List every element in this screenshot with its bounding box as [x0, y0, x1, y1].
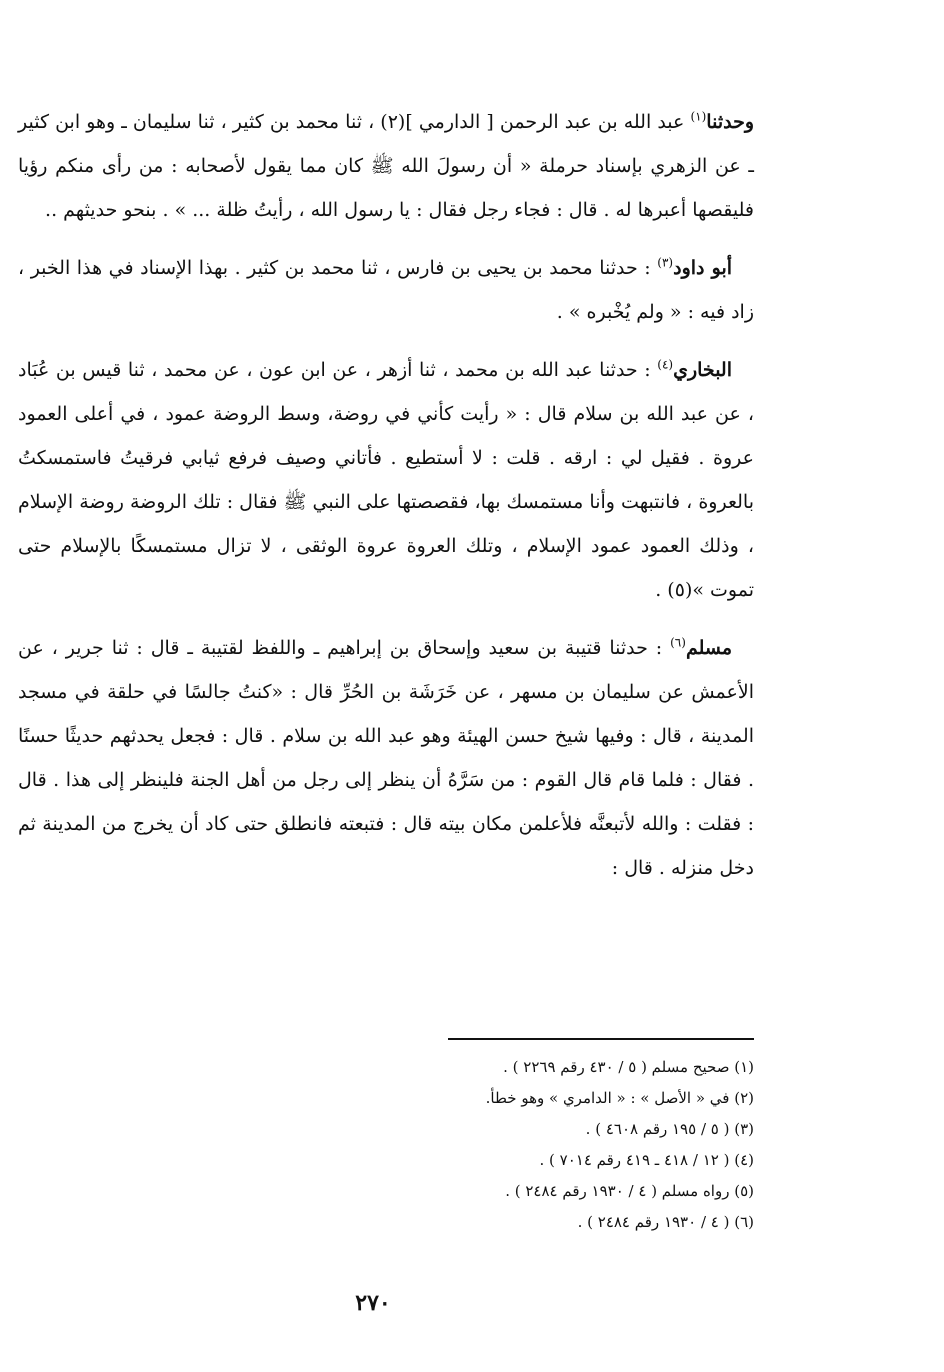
paragraph-lead: أبو داود: [673, 257, 733, 279]
footnote-3: (٣) ( ٥ / ١٩٥ رقم ٤٦٠٨ ) .: [585, 1120, 754, 1138]
footnote-4: (٤) ( ١٢ / ٤١٨ ـ ٤١٩ رقم ٧٠١٤ ) .: [539, 1151, 754, 1169]
footnote-ref: (١): [690, 109, 707, 124]
page-number: ٢٧٠: [355, 1290, 391, 1316]
paragraph-text: : حدثنا قتيبة بن سعيد وإسحاق بن إبراهيم ـ واللفظ لقتيبة ـ قال : ثنا جرير ، عن الأعمش عن سليمان بن مسهر ، عن خَرَشَة بن الحُرِّ قال : «كنتُ جالسًا في حلقة في مسجد المدينة ، قال : وفيها شيخ حسن الهيئة وهو عبد الله بن سلام . قال : فجعل يحدثهم حديثًا حسنًا . فقال : فلما قام قال القوم : من سَرَّهُ أن ينظر إلى رجل من أهل الجنة فلينظر إلى هذا . قال : فقلت : والله لأتبعنَّه فلأعلمن مكان بيته قال : فتبعته فانطلق حتى كاد أن يخرج من المدينة ثم دخل منزله . قال :: [18, 637, 754, 879]
paragraph-bukhari: [18, 348, 754, 612]
paragraph-muslim: [18, 626, 754, 890]
paragraph-text: : حدثنا عبد الله بن محمد ، ثنا أزهر ، عن ابن عون ، عن محمد ، ثنا قيس بن عُبَاد ، عن عبد الله بن سلام قال : « رأيت كأني في روضة، وسط الروضة عمود ، في أعلى العمود عروة . فقيل لي : ارقه . قلت : لا أستطيع . فأتاني وصيف فرفع ثيابي فرقيتُ فاستمسكتُ بالعروة ، فانتبهت وأنا مستمسك بها، فقصصتها على النبي ﷺ فقال : تلك الروضة روضة الإسلام ، وذلك العمود عمود الإسلام ، وتلك العروة عروة الوثقى ، لا تزال مستمسكًا بالإسلام حتى تموت »(٥) .: [18, 359, 754, 601]
footnotes: [260, 1052, 754, 1238]
paragraph-lead: وحدثنا: [706, 111, 755, 133]
paragraph-darimi: [18, 100, 754, 232]
footnote-6: (٦) ( ٤ / ١٩٣٠ رقم ٢٤٨٤ ) .: [577, 1213, 754, 1231]
paragraph-lead: البخاري: [673, 359, 732, 381]
paragraph-text: : حدثنا محمد بن يحيى بن فارس ، ثنا محمد بن كثير . بهذا الإسناد في هذا الخبر ، زاد فيه : « ولم يُخْبره » .: [18, 257, 754, 323]
paragraph-text: عبد الله بن عبد الرحمن [ الدارمي ](٢) ، ثنا محمد بن كثير ، ثنا سليمان ـ وهو ابن كثير ـ عن الزهري بإسناد حرملة « أن رسولَ الله ﷺ كان مما يقول لأصحابه : من رأى منكم رؤيا فليقصها أعبرها له . قال : فجاء رجل فقال : يا رسول الله ، رأيتُ ظلة ... » . بنحو حديثهم ..: [18, 111, 754, 221]
paragraph-abu-dawud: [18, 246, 754, 334]
footnote-ref: (٣): [657, 255, 674, 270]
footnote-divider: [448, 1038, 754, 1040]
footnote-5: (٥) رواه مسلم ( ٤ / ١٩٣٠ رقم ٢٤٨٤ ) .: [505, 1182, 754, 1200]
footnote-1: (١) صحيح مسلم ( ٥ / ٤٣٠ رقم ٢٢٦٩ ) .: [503, 1058, 754, 1076]
footnote-ref: (٦): [670, 635, 686, 650]
main-text: [18, 100, 754, 904]
paragraph-lead: مسلم: [685, 637, 732, 659]
footnote-ref: (٤): [657, 357, 674, 372]
footnote-2: (٢) في « الأصل » : « الدامري » وهو خطأ.: [485, 1089, 754, 1107]
